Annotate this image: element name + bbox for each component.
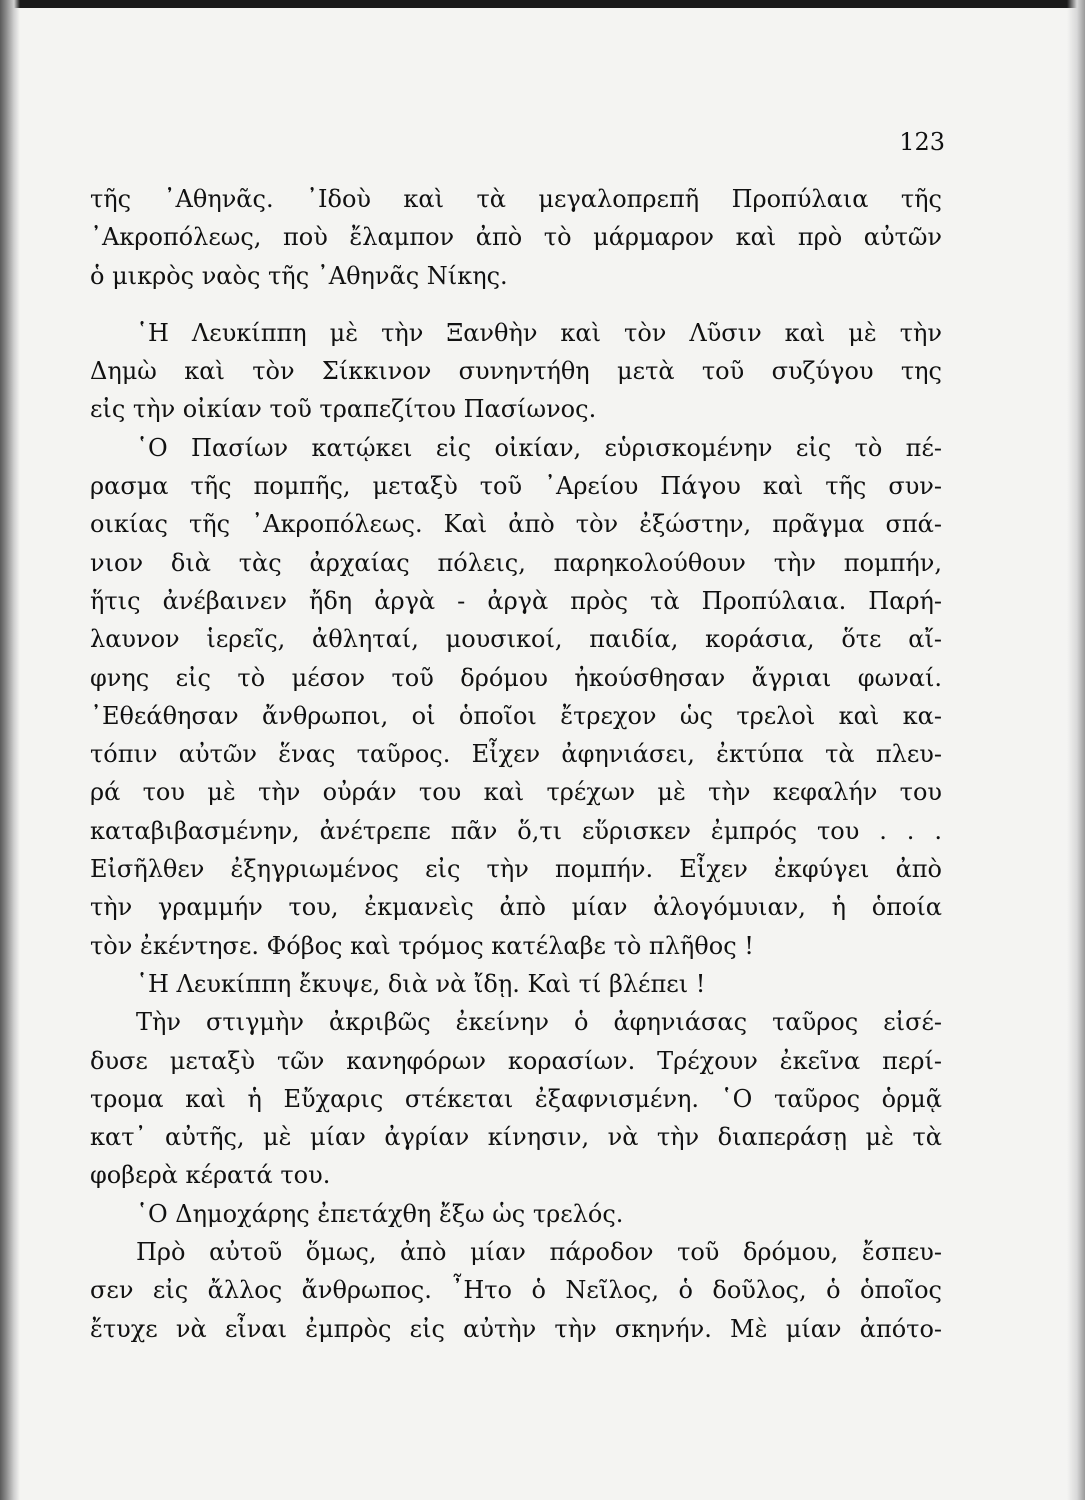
paragraph-7 [90, 1233, 942, 1348]
text-line: ῾Η Λευκίππη ἔκυψε, διὰ νὰ ἴδῃ. Καὶ τί βλέπει ! [136, 969, 706, 998]
text-line: φνης εἰς τὸ μέσον τοῦ δρόμου ἠκούσθησαν ἄγριαι φωναί. [90, 663, 942, 692]
paragraph-2 [90, 314, 942, 429]
text-line: Εἰσῆλθεν ἐξηγριωμένος εἰς τὴν πομπήν. Εἶχεν ἐκφύγει ἀπὸ [90, 855, 942, 884]
text-line: φοβερὰ κέρατά του. [90, 1161, 331, 1190]
text-line: καταβιβασμένην, ἀνέτρεπε πᾶν ὅ,τι εὕρισκεν ἐμπρός του . . . [90, 816, 942, 845]
text-line: ρασμα τῆς πομπῆς, μεταξὺ τοῦ ᾿Αρείου Πάγου καὶ τῆς συν- [90, 472, 942, 501]
text-line: ὁ μικρὸς ναὸς τῆς ᾿Αθηνᾶς Νίκης. [90, 261, 508, 290]
text-line: ᾿Εθεάθησαν ἄνθρωποι, οἱ ὁποῖοι ἔτρεχον ὡς τρελοὶ καὶ κα- [90, 701, 942, 730]
text-line: ῾Ο Δημοχάρης ἐπετάχθη ἔξω ὡς τρελός. [136, 1199, 624, 1228]
paragraph-6 [90, 1195, 942, 1233]
paragraph-4 [90, 965, 942, 1003]
paragraph-5 [90, 1003, 942, 1194]
scan-left-edge [0, 0, 20, 1500]
paragraph-3 [90, 429, 942, 965]
text-line: ᾿Ακροπόλεως, ποὺ ἔλαμπον ἀπὸ τὸ μάρμαρον καὶ πρὸ αὐτῶν [90, 223, 942, 252]
text-line: τρομα καὶ ἡ Εὔχαρις στέκεται ἐξαφνισμένη. ῾Ο ταῦρος ὁρμᾷ [90, 1084, 942, 1113]
paragraph-gap [90, 295, 942, 314]
text-line: οικίας τῆς ᾿Ακροπόλεως. Καὶ ἀπὸ τὸν ἐξώστην, πρᾶγμα σπά- [90, 510, 942, 539]
scan-top-edge [0, 0, 1085, 8]
text-line: Δημὼ καὶ τὸν Σίκκινον συνηντήθη μετὰ τοῦ συζύγου της [90, 357, 942, 386]
text-line: Τὴν στιγμὴν ἀκριβῶς ἐκείνην ὁ ἀφηνιάσας ταῦρος εἰσέ- [136, 1008, 942, 1037]
text-line: ρά του μὲ τὴν οὐράν του καὶ τρέχων μὲ τὴν κεφαλήν του [90, 778, 942, 807]
text-line: νιον διὰ τὰς ἀρχαίας πόλεις, παρηκολούθουν τὴν πομπήν, [90, 548, 942, 577]
text-line: κατ᾿ αὐτῆς, μὲ μίαν ἀγρίαν κίνησιν, νὰ τὴν διαπεράσῃ μὲ τὰ [90, 1123, 942, 1152]
text-line: τὴν γραμμήν του, ἐκμανεὶς ἀπὸ μίαν ἀλογόμυιαν, ἡ ὁποία [90, 893, 942, 922]
text-line: δυσε μεταξὺ τῶν κανηφόρων κορασίων. Τρέχουν ἐκεῖνα περί- [90, 1046, 942, 1075]
page-number: 123 [899, 128, 945, 156]
text-line: τὸν ἐκέντησε. Φόβος καὶ τρόμος κατέλαβε τὸ πλῆθος ! [90, 931, 754, 960]
text-line: λαυνον ἱερεῖς, ἀθληταί, μουσικοί, παιδία, κοράσια, ὅτε αἴ- [90, 625, 942, 654]
text-line: εἰς τὴν οἰκίαν τοῦ τραπεζίτου Πασίωνος. [90, 395, 597, 424]
text-line: τῆς ᾿Αθηνᾶς. ᾿Ιδοὺ καὶ τὰ μεγαλοπρεπῆ Προπύλαια τῆς [90, 185, 942, 213]
text-line: ῾Ο Πασίων κατῴκει εἰς οἰκίαν, εὑρισκομένην εἰς τὸ πέ- [136, 433, 942, 462]
text-line: ἔτυχε νὰ εἶναι ἐμπρὸς εἰς αὐτὴν τὴν σκηνήν. Μὲ μίαν ἀπότο- [90, 1314, 942, 1343]
text-line: σεν εἰς ἄλλος ἄνθρωπος. ῏Ητο ὁ Νεῖλος, ὁ δοῦλος, ὁ ὁποῖος [90, 1276, 942, 1305]
text-line: τόπιν αὐτῶν ἕνας ταῦρος. Εἶχεν ἀφηνιάσει, ἐκτύπα τὰ πλευ- [90, 740, 942, 769]
text-line: ῾Η Λευκίππη μὲ τὴν Ξανθὴν καὶ τὸν Λῦσιν καὶ μὲ τὴν [136, 318, 942, 347]
text-line: Πρὸ αὐτοῦ ὅμως, ἀπὸ μίαν πάροδον τοῦ δρόμου, ἔσπευ- [136, 1238, 942, 1267]
scan-right-edge [1067, 0, 1085, 1500]
body-text [90, 180, 942, 1348]
paragraph-1 [90, 180, 942, 295]
text-line: ἥτις ἀνέβαινεν ἤδη ἀργὰ - ἀργὰ πρὸς τὰ Προπύλαια. Παρή- [90, 586, 942, 615]
